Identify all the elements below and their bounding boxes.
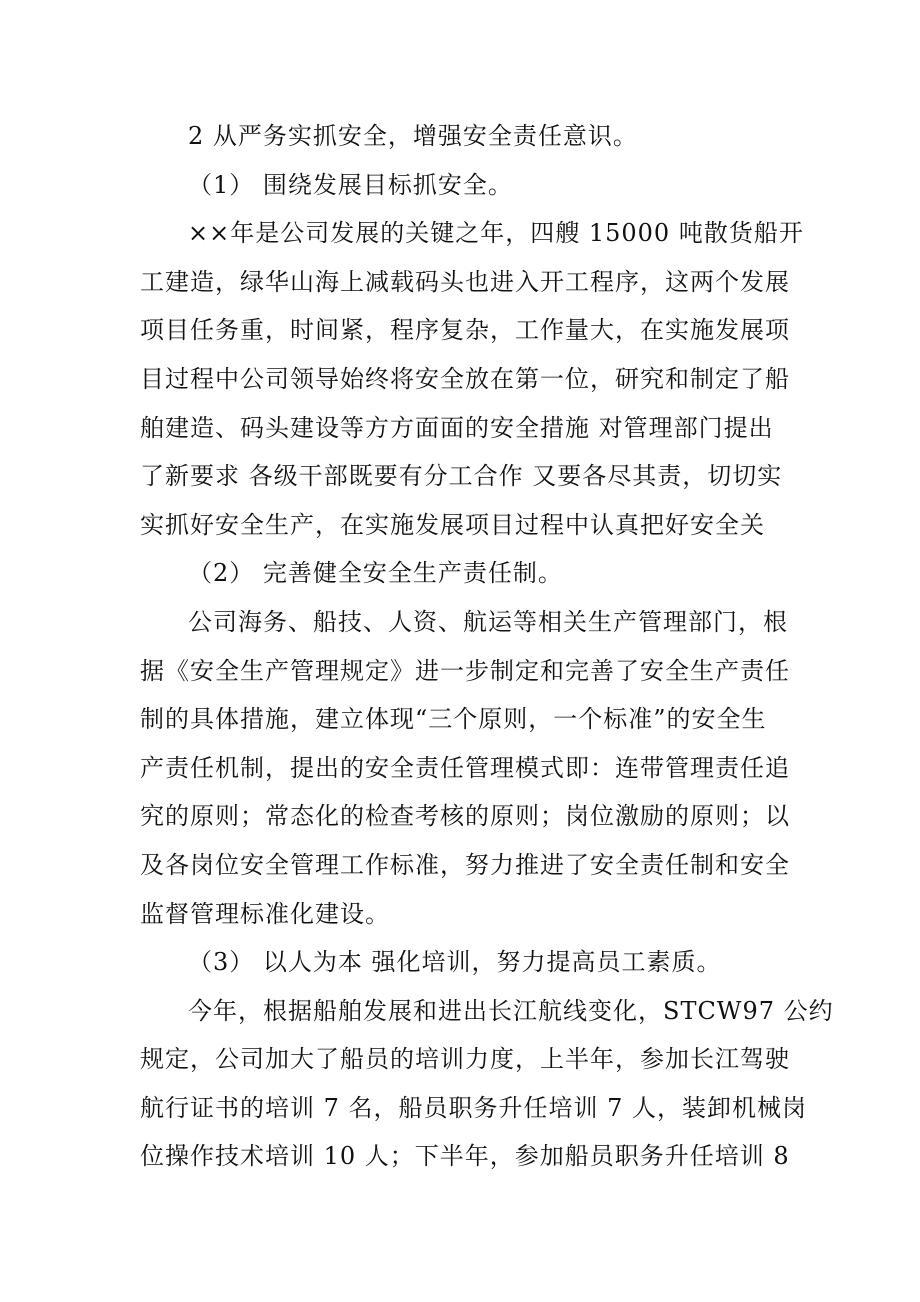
paragraph-line: 了新要求 各级干部既要有分工合作 又要各尽其责，切切实 [140, 462, 783, 491]
paragraph-line: 据《安全生产管理规定》进一步制定和完善了安全生产责任 [140, 656, 790, 685]
paragraph-line: 位操作技术培训 10 人；下半年，参加船员职务升任培训 8 [140, 1142, 790, 1171]
paragraph-line: 舶建造、码头建设等方方面面的安全措施 对管理部门提出 [140, 413, 774, 442]
section-heading: 2 从严务实抓安全，增强安全责任意识。 [188, 122, 638, 150]
paragraph-line: 制的具体措施，建立体现“三个原则，一个标准”的安全生 [140, 705, 767, 734]
paragraph-line: 目过程中公司领导始终将安全放在第一位，研究和制定了船 [140, 364, 790, 393]
subsection-heading-1: （1） 围绕发展目标抓安全。 [188, 170, 513, 199]
paragraph-line: 监督管理标准化建设。 [140, 899, 390, 928]
paragraph-line: 工建造，绿华山海上减载码头也进入开工程序，这两个发展 [140, 267, 790, 296]
paragraph-line: 规定，公司加大了船员的培训力度，上半年，参加长江驾驶 [140, 1045, 790, 1074]
paragraph-line: 究的原则；常态化的检查考核的原则；岗位激励的原则；以 [140, 802, 790, 831]
subsection-heading-3: （3） 以人为本 强化培训，努力提高员工素质。 [188, 948, 722, 977]
paragraph-line: 航行证书的培训 7 名，船员职务升任培训 7 人，装卸机械岗 [140, 1093, 808, 1122]
paragraph-line: 产责任机制，提出的安全责任管理模式即：连带管理责任追 [140, 753, 790, 782]
subsection-heading-2: （2） 完善健全安全生产责任制。 [188, 559, 563, 588]
paragraph-line: 实抓好安全生产，在实施发展项目过程中认真把好安全关 [140, 510, 765, 539]
paragraph-line: ××年是公司发展的关键之年，四艘 15000 吨散货船开 [188, 219, 804, 248]
paragraph-line: 今年，根据船舶发展和进出长江航线变化，STCW97 公约 [188, 996, 834, 1025]
paragraph-line: 及各岗位安全管理工作标准，努力推进了安全责任制和安全 [140, 850, 790, 879]
paragraph-line: 项目任务重，时间紧，程序复杂，工作量大，在实施发展项 [140, 316, 790, 345]
document-body [140, 112, 834, 1181]
paragraph-line: 公司海务、船技、人资、航运等相关生产管理部门，根 [188, 607, 788, 636]
